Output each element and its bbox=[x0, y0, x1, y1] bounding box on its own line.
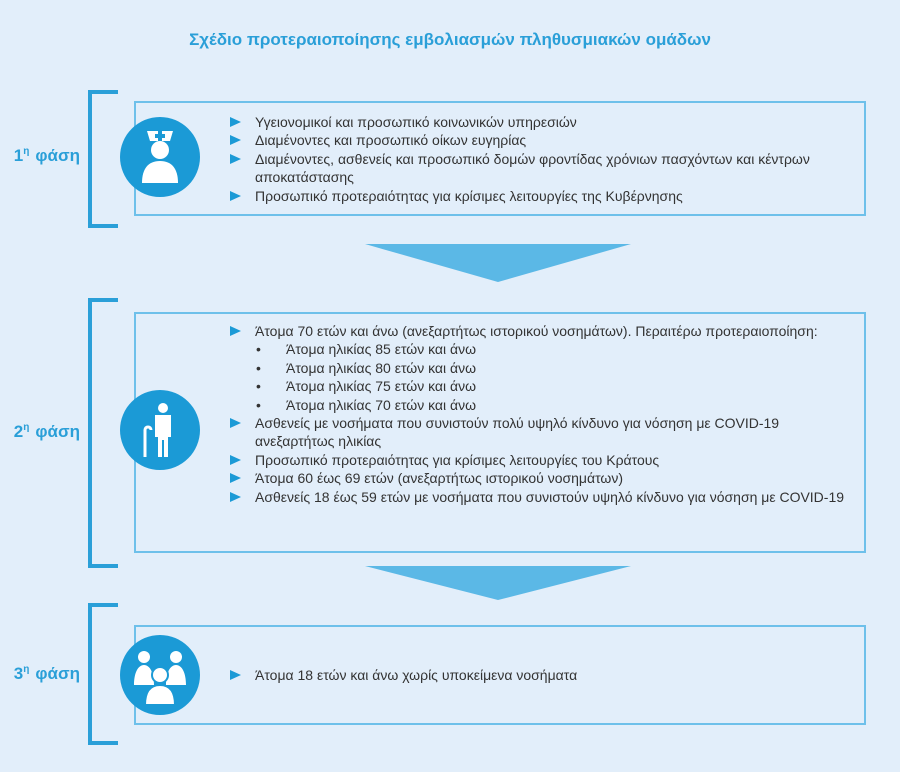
item-text: Άτομα ηλικίας 70 ετών και άνω bbox=[286, 396, 477, 413]
list-item bbox=[228, 322, 858, 340]
diagram-title: Σχέδιο προτεραιοποίησης εμβολιασμών πληθυσμιακών ομάδων bbox=[189, 30, 711, 49]
nurse-icon bbox=[120, 117, 200, 197]
item-text: Διαμένοντες, ασθενείς και προσωπικό δομών φροντίδας χρόνιων πασχόντων και κέντρων αποκατάστασης bbox=[255, 150, 810, 186]
phase-sup: η bbox=[23, 422, 30, 434]
phase-3-list bbox=[228, 666, 858, 684]
list-item bbox=[228, 131, 858, 149]
item-text: Διαμένοντες και προσωπικό οίκων ευγηρίας bbox=[255, 132, 527, 149]
group-icon bbox=[120, 635, 200, 715]
bullet-triangle-icon bbox=[230, 135, 241, 145]
bullet-triangle-icon bbox=[230, 326, 241, 336]
phase-number: 1 bbox=[13, 146, 24, 165]
phase-3-label bbox=[0, 664, 80, 684]
item-text: Υγειονομικοί και προσωπικό κοινωνικών υπηρεσιών bbox=[255, 114, 577, 130]
bullet-triangle-icon bbox=[230, 418, 241, 428]
list-item bbox=[228, 469, 858, 487]
bullet-dot: • bbox=[256, 341, 261, 358]
item-text: Ασθενείς με νοσήματα που συνιστούν πολύ υψηλό κίνδυνο για νόσηση με COVID-19 ανεξαρτήτως ηλικίας bbox=[255, 415, 780, 450]
bullet-dot: • bbox=[256, 396, 261, 413]
item-text: Προσωπικό προτεραιότητας για κρίσιμες λειτουργίες του Κράτους bbox=[255, 451, 660, 468]
item-text: Άτομα 18 ετών και άνω χωρίς υποκείμενα νοσήματα bbox=[255, 667, 578, 683]
item-text: Άτομα 70 ετών και άνω (ανεξαρτήτως ιστορικού νοσημάτων). Περαιτέρω προτεραιοποίηση: bbox=[255, 323, 818, 339]
list-item bbox=[228, 414, 858, 451]
bullet-triangle-icon bbox=[230, 154, 241, 164]
list-item bbox=[228, 451, 858, 469]
phase-2-bracket bbox=[88, 298, 118, 568]
bullet-triangle-icon bbox=[230, 191, 241, 201]
phase-1-label bbox=[0, 146, 80, 166]
item-text: Ασθενείς 18 έως 59 ετών με νοσήματα που συνιστούν υψηλό κίνδυνο για νόσηση με COVID-19 bbox=[255, 488, 845, 505]
phase-1-bracket bbox=[88, 90, 118, 228]
sub-list-item bbox=[228, 340, 858, 358]
item-text: Άτομα 60 έως 69 ετών (ανεξαρτήτως ιστορικού νοσημάτων) bbox=[255, 470, 624, 487]
phase-number: 3 bbox=[13, 664, 24, 683]
bullet-triangle-icon bbox=[230, 455, 241, 465]
phase-number: 2 bbox=[13, 422, 24, 441]
bullet-dot: • bbox=[256, 378, 261, 395]
item-text: Άτομα ηλικίας 80 ετών και άνω bbox=[286, 359, 477, 376]
list-item bbox=[228, 113, 858, 131]
bullet-triangle-icon bbox=[230, 473, 241, 483]
phase-word: φάση bbox=[35, 664, 80, 683]
phase-word: φάση bbox=[35, 146, 80, 165]
phase-sup: η bbox=[23, 664, 30, 676]
bullet-triangle-icon bbox=[230, 670, 241, 680]
elderly-person-icon bbox=[120, 390, 200, 470]
bullet-triangle-icon bbox=[230, 492, 241, 502]
phase-sup: η bbox=[23, 146, 30, 158]
list-item bbox=[228, 150, 858, 187]
sub-list-item bbox=[228, 396, 858, 414]
item-text: Άτομα ηλικίας 75 ετών και άνω bbox=[286, 378, 477, 395]
bullet-triangle-icon bbox=[230, 117, 241, 127]
bullet-dot: • bbox=[256, 359, 261, 376]
item-text: Άτομα ηλικίας 85 ετών και άνω bbox=[286, 341, 477, 358]
down-arrow-2 bbox=[365, 566, 631, 600]
down-arrow-1 bbox=[365, 244, 631, 282]
phase-3-bracket bbox=[88, 603, 118, 745]
sub-list-item bbox=[228, 377, 858, 395]
phase-1-list bbox=[228, 113, 858, 205]
sub-list-item bbox=[228, 359, 858, 377]
phase-word: φάση bbox=[35, 422, 80, 441]
list-item bbox=[228, 187, 858, 205]
list-item bbox=[228, 488, 858, 506]
item-text: Προσωπικό προτεραιότητας για κρίσιμες λειτουργίες της Κυβέρνησης bbox=[255, 187, 683, 204]
phase-2-list bbox=[228, 322, 858, 506]
phase-2-label bbox=[0, 422, 80, 442]
list-item bbox=[228, 666, 858, 684]
